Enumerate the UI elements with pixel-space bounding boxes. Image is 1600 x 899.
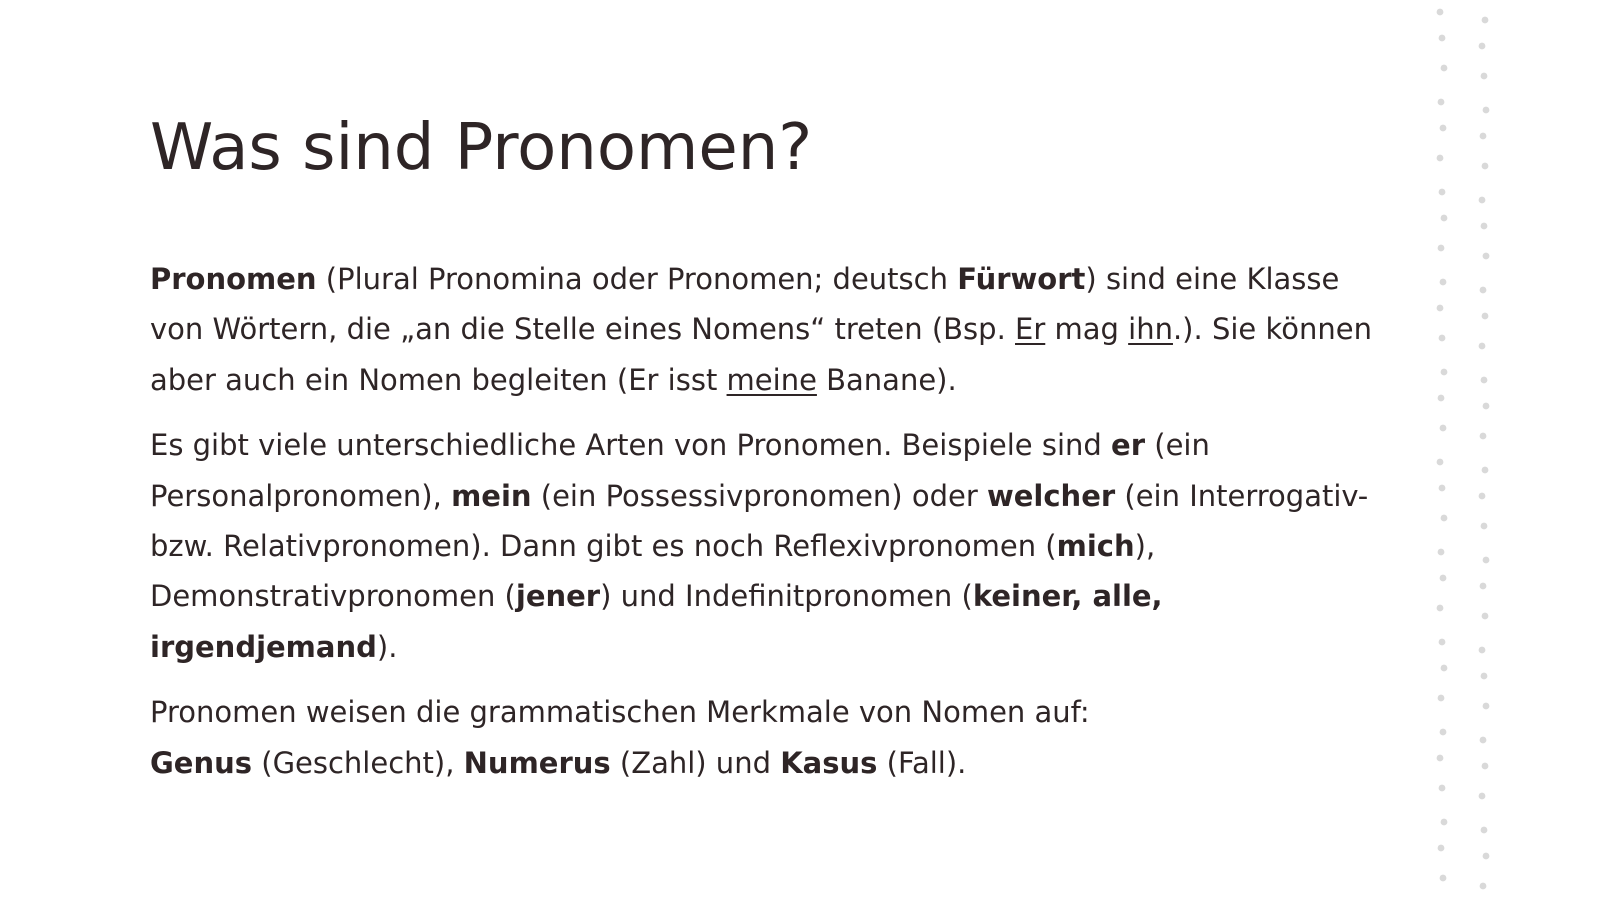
decorative-dot [1441,65,1448,72]
decorative-dot [1482,467,1489,474]
text-run: (ein Possessivpronomen) oder [531,478,987,513]
text-run: ), Demonstrativpronomen ( [150,529,1156,614]
bold-term: welcher [986,478,1116,513]
decorative-dot [1482,313,1489,320]
bold-term: er [1111,428,1146,463]
decorative-dot [1441,515,1448,522]
decorative-dot [1437,755,1444,762]
underlined-example: Er [1015,312,1046,347]
decorative-dot [1480,737,1487,744]
decorative-dot [1440,425,1447,432]
decorative-dot [1482,613,1489,620]
bold-term: keiner, alle, irgendjemand [150,579,1163,664]
decorative-dot [1482,17,1489,24]
decorative-dot [1440,575,1447,582]
decorative-dot [1438,695,1445,702]
text-run: Pronomen weisen die grammatischen Merkmale von Nomen auf: [150,695,1090,730]
decorative-dot [1480,583,1487,590]
bold-term: mein [451,478,532,513]
decorative-dot [1440,875,1447,882]
decorative-dot [1439,335,1446,342]
decorative-dot [1479,493,1486,500]
bold-term: Numerus [463,745,611,780]
decorative-dot [1441,819,1448,826]
text-run: ). [376,629,398,664]
decorative-dot [1483,703,1490,710]
text-run: ) und Indefinitpronomen ( [600,579,973,614]
text-run: (Fall). [877,745,967,780]
slide-body [150,254,1380,803]
bold-term: jener [515,579,601,614]
decorative-dot [1440,729,1447,736]
decorative-dot [1479,647,1486,654]
decorative-dot-pattern [1426,0,1496,899]
decorative-dot [1438,395,1445,402]
decorative-dot [1481,377,1488,384]
text-run: Es gibt viele unterschiedliche Arten von Pronomen. Beispiele sind [150,428,1112,463]
decorative-dot [1439,189,1446,196]
decorative-dot [1479,343,1486,350]
decorative-dot [1479,43,1486,50]
text-run: ) sind eine Klasse von Wörtern, die „an die Stelle eines Nomens“ treten (Bsp. [150,262,1340,347]
bold-term: mich [1056,529,1135,564]
decorative-dot [1480,287,1487,294]
slide-title: Was sind Pronomen? [150,111,813,185]
decorative-dot [1483,253,1490,260]
decorative-dot [1480,883,1487,890]
decorative-dot [1481,673,1488,680]
decorative-dot [1439,485,1446,492]
decorative-dot [1483,853,1490,860]
decorative-dot [1438,99,1445,106]
decorative-dot [1481,223,1488,230]
text-run: (Plural Pronomina oder Pronomen; deutsch [316,262,958,296]
decorative-dot [1483,107,1490,114]
decorative-dot [1439,35,1446,42]
decorative-dot [1482,763,1489,770]
decorative-dot [1437,459,1444,466]
underlined-example: ihn [1128,312,1173,347]
bold-term: Fürwort [957,262,1086,296]
decorative-dot [1481,73,1488,80]
decorative-dot [1441,665,1448,672]
bold-term: Kasus [780,745,878,780]
decorative-dot [1481,523,1488,530]
paragraph-features [150,687,1380,788]
decorative-dot [1437,9,1444,16]
decorative-dot [1480,433,1487,440]
paragraph-types [150,420,1380,672]
decorative-dot [1480,133,1487,140]
decorative-dot [1440,279,1447,286]
paragraph-definition [150,254,1380,405]
decorative-dot [1439,785,1446,792]
decorative-dot [1481,827,1488,834]
decorative-dot [1483,403,1490,410]
decorative-dot [1438,245,1445,252]
decorative-dot [1440,125,1447,132]
text-run: .). Sie können aber auch ein Nomen begleiten (Er isst [150,312,1372,397]
bold-term: Genus [150,745,253,780]
decorative-dot [1482,163,1489,170]
decorative-dot [1437,155,1444,162]
decorative-dot [1483,557,1490,564]
text-run: mag [1045,312,1129,347]
text-run: Banane). [816,362,957,397]
decorative-dot [1437,605,1444,612]
text-run: (ein Interrogativ- bzw. Relativpronomen). Dann gibt es noch Reflexivpronomen ( [150,478,1369,564]
decorative-dot [1437,305,1444,312]
decorative-dot [1438,845,1445,852]
decorative-dot [1479,197,1486,204]
underlined-example: meine [726,362,817,397]
text-run: (Geschlecht), [252,745,464,780]
decorative-dot [1441,369,1448,376]
decorative-dot [1438,549,1445,556]
text-run: (ein Personalpronomen), [150,428,1210,513]
decorative-dot [1441,215,1448,222]
text-run: (Zahl) und [610,745,781,780]
bold-term: Pronomen [150,262,317,296]
decorative-dot [1479,793,1486,800]
decorative-dot [1439,639,1446,646]
